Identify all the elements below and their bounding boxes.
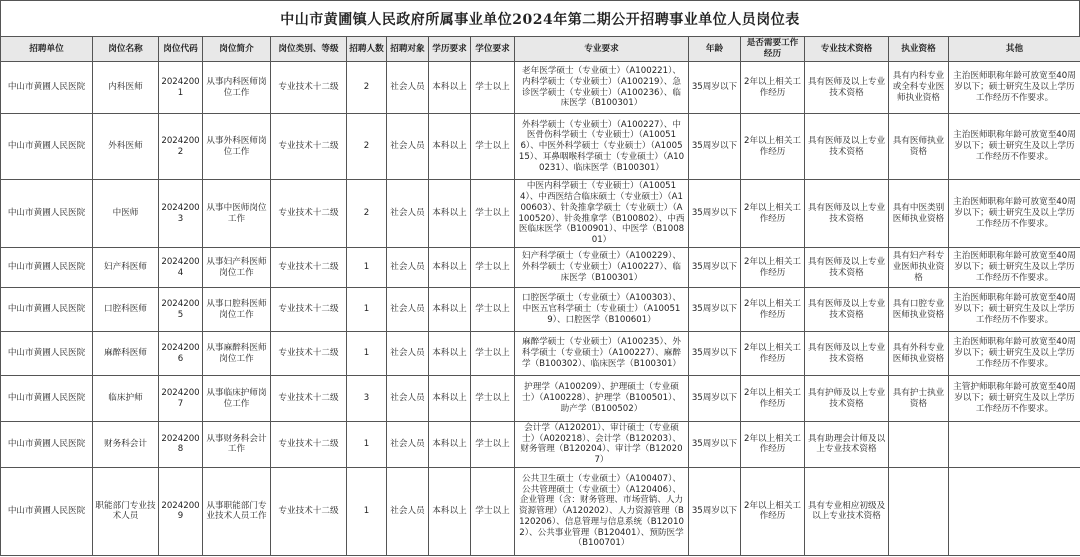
age-req: 35周岁以下 [689, 62, 741, 114]
recruit-target: 社会人员 [387, 332, 429, 376]
position-category: 专业技术十二级 [271, 332, 347, 376]
position-code: 20242008 [159, 422, 203, 468]
position-intro: 从事中医师岗位工作 [203, 180, 271, 248]
table-row [1, 332, 1080, 376]
recruit-target: 社会人员 [387, 248, 429, 288]
practice-qualification: 具有妇产科专业医师执业资格 [889, 248, 949, 288]
position-category: 专业技术十二级 [271, 288, 347, 332]
column-header: 学位要求 [471, 37, 515, 62]
column-header: 招聘人数 [347, 37, 387, 62]
table-body [1, 62, 1080, 556]
education-req: 本科以上 [429, 422, 471, 468]
other-notes: 主治医师职称年龄可放宽至40周岁以下；硕士研究生及以上学历工作经历不作要求。 [949, 248, 1080, 288]
position-code: 20242005 [159, 288, 203, 332]
position-category: 专业技术十二级 [271, 114, 347, 180]
degree-req: 学士以上 [471, 376, 515, 422]
position-intro: 从事口腔科医师岗位工作 [203, 288, 271, 332]
recruit-target: 社会人员 [387, 467, 429, 555]
other-notes: 主治医师职称年龄可放宽至40周岁以下；硕士研究生及以上学历工作经历不作要求。 [949, 114, 1080, 180]
column-header: 岗位简介 [203, 37, 271, 62]
tech-qualification: 具有护师及以上专业技术资格 [805, 376, 889, 422]
tech-qualification: 具有医师及以上专业技术资格 [805, 248, 889, 288]
position-code: 20242009 [159, 467, 203, 555]
column-header: 岗位名称 [93, 37, 159, 62]
column-header: 岗位类别、等级 [271, 37, 347, 62]
table-row [1, 467, 1080, 555]
table-row [1, 288, 1080, 332]
recruit-target: 社会人员 [387, 422, 429, 468]
column-header: 是否需要工作经历 [741, 37, 805, 62]
recruiting-unit: 中山市黄圃人民医院 [1, 332, 93, 376]
position-intro: 从事麻醉科医师岗位工作 [203, 332, 271, 376]
position-category: 专业技术十二级 [271, 467, 347, 555]
experience-req: 2年以上相关工作经历 [741, 114, 805, 180]
tech-qualification: 具有专业相应初级及以上专业技术资格 [805, 467, 889, 555]
major-req: 妇产科学硕士（专业硕士）（A100229）、外科学硕士（专业硕士）（A100227）、临床医学（B100301） [515, 248, 689, 288]
practice-qualification [889, 467, 949, 555]
table-row [1, 248, 1080, 288]
recruit-target: 社会人员 [387, 288, 429, 332]
other-notes: 主管护师职称年龄可放宽至40周岁以下；硕士研究生及以上学历工作经历不作要求。 [949, 376, 1080, 422]
position-name: 外科医师 [93, 114, 159, 180]
column-header: 岗位代码 [159, 37, 203, 62]
age-req: 35周岁以下 [689, 288, 741, 332]
recruit-count: 2 [347, 62, 387, 114]
column-header: 招聘单位 [1, 37, 93, 62]
practice-qualification: 具有医师执业资格 [889, 114, 949, 180]
degree-req: 学士以上 [471, 332, 515, 376]
major-req: 公共卫生硕士（专业硕士）（A100407）、公共管理硕士（专业硕士）（A120406）、企业管理（含：财务管理、市场营销、人力资源管理）（A120202）、人力资源管理（B120206）、信息管理与信息系统（B120102）、公共事业管理（B120401）、预防医学（B100701） [515, 467, 689, 555]
table-row [1, 180, 1080, 248]
recruit-count: 2 [347, 180, 387, 248]
position-code: 20242002 [159, 114, 203, 180]
column-header: 其他 [949, 37, 1080, 62]
position-intro: 从事内科医师岗位工作 [203, 62, 271, 114]
table-row [1, 114, 1080, 180]
column-header: 执业资格 [889, 37, 949, 62]
recruit-target: 社会人员 [387, 180, 429, 248]
recruit-target: 社会人员 [387, 62, 429, 114]
position-name: 麻醉科医师 [93, 332, 159, 376]
position-category: 专业技术十二级 [271, 180, 347, 248]
recruit-count: 3 [347, 376, 387, 422]
age-req: 35周岁以下 [689, 180, 741, 248]
column-header: 年龄 [689, 37, 741, 62]
position-code: 20242007 [159, 376, 203, 422]
practice-qualification: 具有中医类别医师执业资格 [889, 180, 949, 248]
major-req: 中医内科学硕士（专业硕士）（A100514）、中西医结合临床硕士（专业硕士）（A100603）、针灸推拿学硕士（专业硕士）（A100520）、针灸推拿学（B100802）、中西医临床医学（B100901）、中医学（B100801） [515, 180, 689, 248]
practice-qualification: 具有口腔专业医师执业资格 [889, 288, 949, 332]
position-code: 20242004 [159, 248, 203, 288]
degree-req: 学士以上 [471, 288, 515, 332]
recruiting-unit: 中山市黄圃人民医院 [1, 467, 93, 555]
position-intro: 从事职能部门专业技术人员工作 [203, 467, 271, 555]
other-notes [949, 467, 1080, 555]
recruit-target: 社会人员 [387, 114, 429, 180]
positions-table [0, 36, 1080, 556]
other-notes: 主治医师职称年龄可放宽至40周岁以下；硕士研究生及以上学历工作经历不作要求。 [949, 332, 1080, 376]
age-req: 35周岁以下 [689, 248, 741, 288]
experience-req: 2年以上相关工作经历 [741, 288, 805, 332]
degree-req: 学士以上 [471, 62, 515, 114]
recruit-count: 1 [347, 288, 387, 332]
table-row [1, 376, 1080, 422]
position-name: 中医师 [93, 180, 159, 248]
position-name: 口腔科医师 [93, 288, 159, 332]
degree-req: 学士以上 [471, 248, 515, 288]
other-notes: 主治医师职称年龄可放宽至40周岁以下；硕士研究生及以上学历工作经历不作要求。 [949, 288, 1080, 332]
position-name: 妇产科医师 [93, 248, 159, 288]
position-name: 职能部门专业技术人员 [93, 467, 159, 555]
tech-qualification: 具有医师及以上专业技术资格 [805, 288, 889, 332]
age-req: 35周岁以下 [689, 376, 741, 422]
position-intro: 从事妇产科医师岗位工作 [203, 248, 271, 288]
recruiting-unit: 中山市黄圃人民医院 [1, 288, 93, 332]
age-req: 35周岁以下 [689, 422, 741, 468]
recruit-count: 1 [347, 422, 387, 468]
recruiting-unit: 中山市黄圃人民医院 [1, 248, 93, 288]
experience-req: 2年以上相关工作经历 [741, 248, 805, 288]
recruit-count: 1 [347, 467, 387, 555]
position-name: 内科医师 [93, 62, 159, 114]
education-req: 本科以上 [429, 114, 471, 180]
position-name: 财务科会计 [93, 422, 159, 468]
table-row [1, 422, 1080, 468]
experience-req: 2年以上相关工作经历 [741, 422, 805, 468]
position-code: 20242001 [159, 62, 203, 114]
recruiting-unit: 中山市黄圃人民医院 [1, 180, 93, 248]
position-category: 专业技术十二级 [271, 376, 347, 422]
practice-qualification [889, 422, 949, 468]
tech-qualification: 具有助理会计师及以上专业技术资格 [805, 422, 889, 468]
other-notes: 主治医师职称年龄可放宽至40周岁以下；硕士研究生及以上学历工作经历不作要求。 [949, 62, 1080, 114]
position-intro: 从事临床护师岗位工作 [203, 376, 271, 422]
education-req: 本科以上 [429, 332, 471, 376]
major-req: 老年医学硕士（专业硕士）（A100221）、内科学硕士（专业硕士）（A100219）、急诊医学硕士（专业硕士）（A100236）、临床医学（B100301） [515, 62, 689, 114]
table-header [1, 37, 1080, 62]
education-req: 本科以上 [429, 248, 471, 288]
other-notes: 主治医师职称年龄可放宽至40周岁以下；硕士研究生及以上学历工作经历不作要求。 [949, 180, 1080, 248]
age-req: 35周岁以下 [689, 332, 741, 376]
recruiting-unit: 中山市黄圃人民医院 [1, 62, 93, 114]
experience-req: 2年以上相关工作经历 [741, 180, 805, 248]
column-header: 专业要求 [515, 37, 689, 62]
degree-req: 学士以上 [471, 467, 515, 555]
tech-qualification: 具有医师及以上专业技术资格 [805, 180, 889, 248]
age-req: 35周岁以下 [689, 114, 741, 180]
position-code: 20242006 [159, 332, 203, 376]
degree-req: 学士以上 [471, 180, 515, 248]
education-req: 本科以上 [429, 376, 471, 422]
degree-req: 学士以上 [471, 114, 515, 180]
position-intro: 从事财务科会计工作 [203, 422, 271, 468]
recruiting-unit: 中山市黄圃人民医院 [1, 422, 93, 468]
position-category: 专业技术十二级 [271, 62, 347, 114]
column-header: 专业技术资格 [805, 37, 889, 62]
column-header: 招聘对象 [387, 37, 429, 62]
practice-qualification: 具有外科专业医师执业资格 [889, 332, 949, 376]
practice-qualification: 具有护士执业资格 [889, 376, 949, 422]
education-req: 本科以上 [429, 288, 471, 332]
recruit-count: 2 [347, 114, 387, 180]
major-req: 会计学（A120201）、审计硕士（专业硕士）（A020218）、会计学（B120203）、财务管理（B120204）、审计学（B120207） [515, 422, 689, 468]
education-req: 本科以上 [429, 180, 471, 248]
education-req: 本科以上 [429, 467, 471, 555]
recruit-count: 1 [347, 332, 387, 376]
tech-qualification: 具有医师及以上专业技术资格 [805, 114, 889, 180]
major-req: 麻醉学硕士（专业硕士）（A100235）、外科学硕士（专业硕士）（A100227）、麻醉学（B100302）、临床医学（B100301） [515, 332, 689, 376]
experience-req: 2年以上相关工作经历 [741, 62, 805, 114]
position-intro: 从事外科医师岗位工作 [203, 114, 271, 180]
position-name: 临床护师 [93, 376, 159, 422]
practice-qualification: 具有内科专业或全科专业医师执业资格 [889, 62, 949, 114]
experience-req: 2年以上相关工作经历 [741, 376, 805, 422]
position-category: 专业技术十二级 [271, 248, 347, 288]
degree-req: 学士以上 [471, 422, 515, 468]
recruit-count: 1 [347, 248, 387, 288]
major-req: 口腔医学硕士（专业硕士）（A100303）、中医五官科学硕士（专业硕士）（A100519）、口腔医学（B100601） [515, 288, 689, 332]
experience-req: 2年以上相关工作经历 [741, 332, 805, 376]
position-code: 20242003 [159, 180, 203, 248]
position-category: 专业技术十二级 [271, 422, 347, 468]
recruiting-unit: 中山市黄圃人民医院 [1, 376, 93, 422]
major-req: 外科学硕士（专业硕士）（A100227）、中医骨伤科学硕士（专业硕士）（A100516）、中医外科学硕士（专业硕士）（A100515）、耳鼻咽喉科学硕士（专业硕士）（A100231）、临床医学（B100301） [515, 114, 689, 180]
age-req: 35周岁以下 [689, 467, 741, 555]
other-notes [949, 422, 1080, 468]
recruit-target: 社会人员 [387, 376, 429, 422]
recruiting-unit: 中山市黄圃人民医院 [1, 114, 93, 180]
tech-qualification: 具有医师及以上专业技术资格 [805, 62, 889, 114]
column-header: 学历要求 [429, 37, 471, 62]
education-req: 本科以上 [429, 62, 471, 114]
tech-qualification: 具有医师及以上专业技术资格 [805, 332, 889, 376]
page-title: 中山市黄圃镇人民政府所属事业单位2024年第二期公开招聘事业单位人员岗位表 [0, 0, 1080, 36]
major-req: 护理学（A100209）、护理硕士（专业硕士）（A100228）、护理学（B100501）、助产学（B100502） [515, 376, 689, 422]
experience-req: 2年以上相关工作经历 [741, 467, 805, 555]
table-row [1, 62, 1080, 114]
